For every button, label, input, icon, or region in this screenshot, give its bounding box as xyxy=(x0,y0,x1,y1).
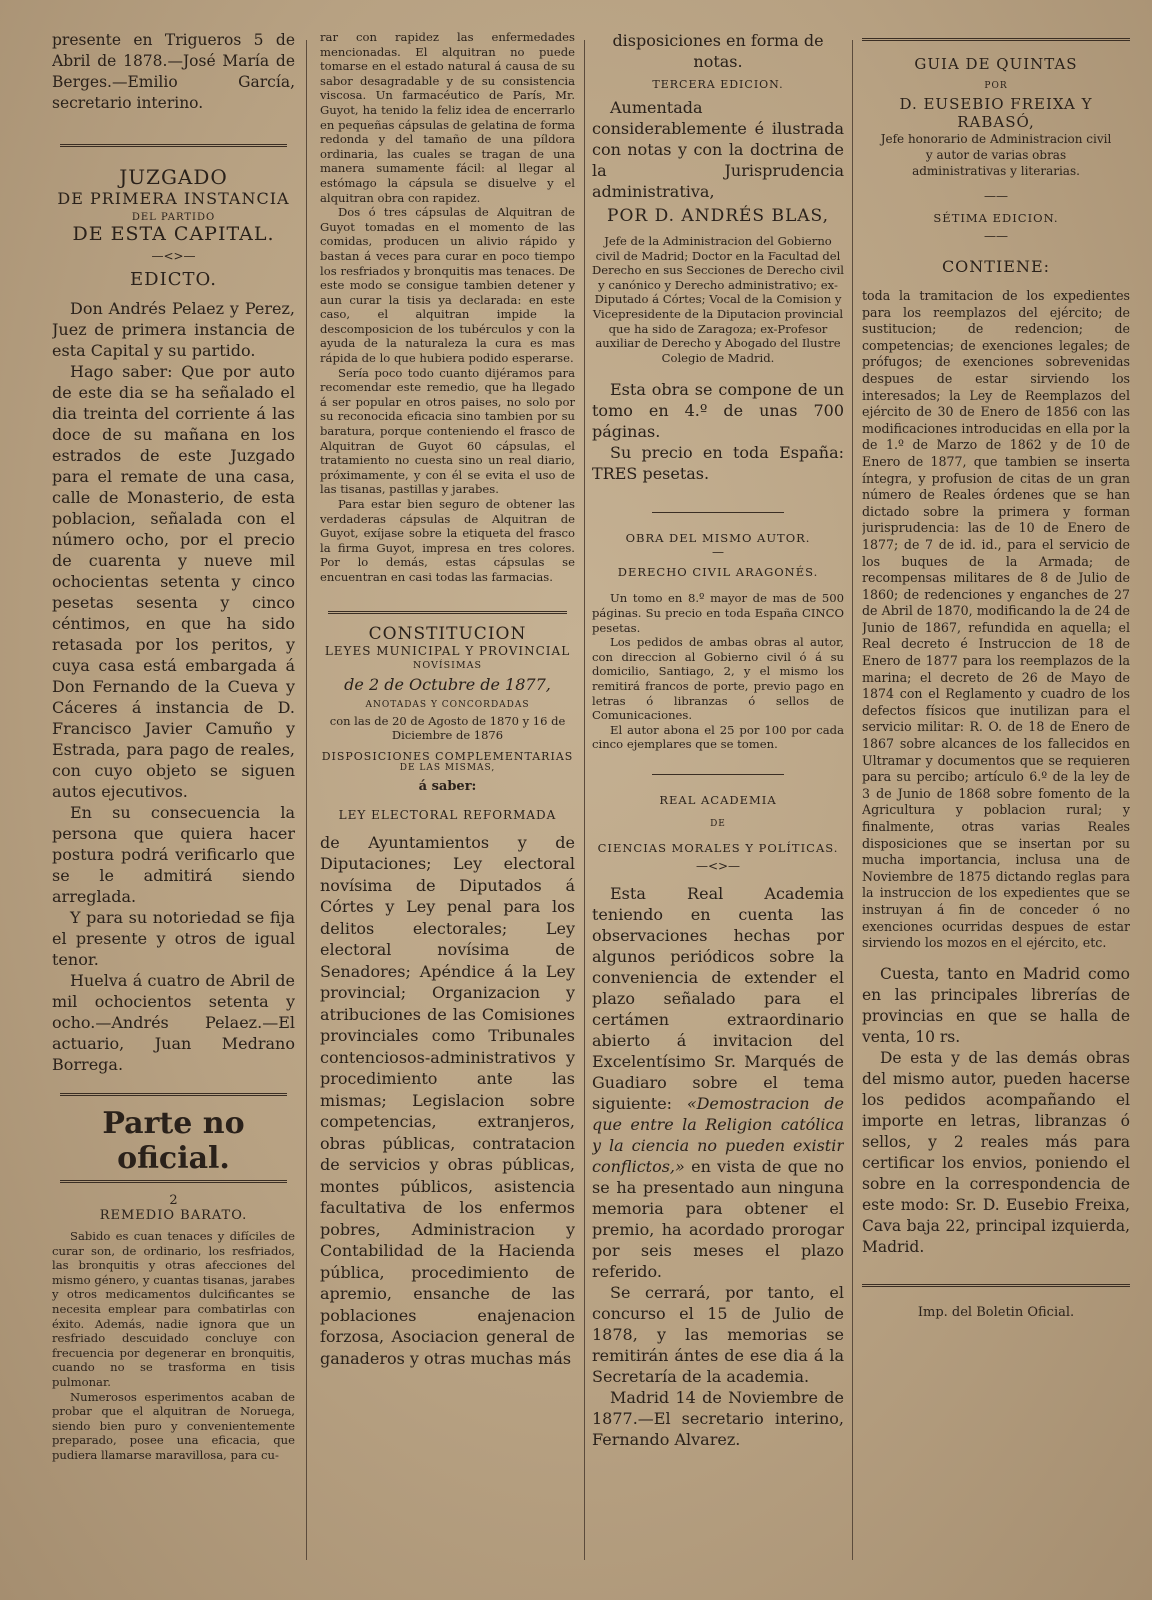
column-2 xyxy=(320,30,575,1580)
constitution-contents: de Ayuntamientos y de Diputaciones; Ley electoral novísima de Diputados á Córtes y Ley penal para los delitos electorales; Ley electoral novísima de Senadores; Apéndice á la Ley provincial; Organizacion y atribuciones de las Comisiones provinciales como Tribunales contenciosos-administrativos y procedimiento ante las mismas; Legislacion sobre competencias, extranjeros, obras públicas, contratacion de servicios y obras públicas, montes públicos, asistencia facultativa de los enfermos pobres, Administracion y Contabilidad de la Hacienda pública, procedimiento de apremio, ensanche de las poblaciones enajenacion forzosa, Asociacion general de ganaderos y otras muchas más xyxy=(320,832,575,1368)
remedy-continued: rar con rapidez las enfermedades mencionadas. El alquitran no puede tomarse en el estado natural á causa de su sabor desagradable y de su consistencia viscosa. Un farmacéutico de París, Mr. Guyot, ha tenido la feliz idea de encerrarlo en pequeñas cápsulas de gelatina de forma redonda y del tamaño de una píldora ordinaria, las cuales se tragan de una manera sumamente fácil: al llegar al estómago la cápsula se disuelve y el alquitran obra con rapidez. xyxy=(320,30,575,205)
court-capital: DE ESTA CAPITAL. xyxy=(72,223,275,245)
edict-judge: Don Andrés Pelaez y Perez, Juez de primera instancia de esta Capital y su partido. xyxy=(52,299,295,360)
column-3 xyxy=(592,30,844,1580)
section-divider xyxy=(328,611,567,614)
guide-contents: toda la tramitacion de los expedientes para los reemplazos del ejército; de sustitucion; de redencion; de competencias; de exenciones legales; de prófugos; de exenciones sobrevenidas despues de estar sirviendo los interesados; la Ley de Reemplazos del ejército de 30 de Enero de 1856 con las modificaciones introducidas en ella por la de 1.º de Marzo de 1862 y de 10 de Enero de 1877, que tambien se inserta íntegra, y profusion de citas de un gran número de Reales órdenes que se han dictado sobre la primera y forman jurisprudencia: las de 10 de Enero de 1877; de 7 de id. id., para el servicio de los buques de la Armada; de recompensas militares de 8 de Julio de 1860; de redenciones y enganches de 27 de Abril de 1870, modificando la de 24 de Junio de 1867, refundida en aquella; el Real decreto é Instruccion de 18 de Enero de 1877 para los reemplazos de la marina; el decreto de 26 de Mayo de 1874 con el Reglamento y cuadro de los defectos físicos que inutilizan para el servicio militar: R. O. de 18 de Enero de 1867 sobre alcances de los fallecidos en Ultramar y documentos que se requieren para su percibo; artículo 6.º de la ley de 3 de Junio de 1868 sobre fomento de la Agricultura y poblacion rural; y finalmente, otras varias Reales disposiciones que se insertan por su mucha importancia, inclusa una de Noviembre de 1875 dictando reglas para la instruccion de los expedientes que se instruyan á fin de conceder ó no exenciones ocurridas despues de estar sirviendo los mozos en el ejército, etc. xyxy=(862,288,1130,951)
academy-notice-text: Esta Real Academia teniendo en cuenta las observaciones hechas por algunos periódicos sobre la conveniencia de extender el plazo señalado para el certámen extraordinario abierto á invitacion del Excelentísimo Sr. Marqués de Guadiaro sobre el tema siguiente: xyxy=(592,883,844,1113)
aragon-civil-law-title: DERECHO CIVIL ARAGONÉS. xyxy=(617,565,819,580)
remedy-paragraph: Para estar bien seguro de obtener las verdaderas cápsulas de Alquitran de Guyot, exíjase sobre la etiqueta del frasco la firma Guyot, impresa en tres colores. Por lo demás, estas cápsulas se encuentran en casi todas las farmacias. xyxy=(320,497,575,584)
ornament-divider: —<>— xyxy=(695,858,741,873)
guide-title: GUIA DE QUINTAS xyxy=(914,55,1078,73)
court-subtitle: DE PRIMERA INSTANCIA xyxy=(57,189,290,208)
previous-notice-ending: presente en Trigueros 5 de Abril de 1878.—José María de Berges.—Emilio García, secretario interino. xyxy=(52,31,295,112)
constitution-ad xyxy=(320,624,575,1370)
guide-price: Cuesta, tanto en Madrid como en las principales librerías de provincias en que se halla de venta, 10 rs. xyxy=(862,964,1130,1046)
aragon-book-info: Un tomo en 8.º mayor de mas de 500 páginas. Su precio en toda España CINCO pesetas. xyxy=(592,591,844,635)
guide-edition: SÉTIMA EDICION. xyxy=(933,211,1059,225)
academy-notice xyxy=(592,883,844,1282)
column-rule xyxy=(584,40,585,1560)
parte-no-oficial-heading: Parte no oficial. xyxy=(102,1106,245,1176)
remedy-paragraph: Sería poco todo cuanto dijéramos para recomendar este remedio, que ha llegado á ser popular en otros paises, no solo por su reconocida eficacia sino tambien por su baratura, porque conteniendo el frasco de Alquitran de Guyot 60 cápsulas, el tratamiento no cuesta sino un real diario, próximamente, y con él se evita el uso de las tisanas, pastillas y jarabes. xyxy=(320,365,575,497)
dash-separator: —— xyxy=(984,229,1008,243)
electoral-law-heading: LEY ELECTORAL REFORMADA xyxy=(338,807,557,822)
column-rule xyxy=(852,40,853,1560)
remedy-paragraph: Sabido es cuan tenaces y difíciles de curar son, de ordinario, los resfriados, las bronquitis y otras afecciones del mismo género, y cuantas tisanas, jarabes y otros medicamentos dulcificantes se necesita emplear para combatirlas con éxito. Además, nadie ignora que un resfriado descuidado concluye con frecuencia por degenerar en bronquitis, cuando no se trasforma en tisis pulmonar. xyxy=(52,1229,295,1389)
court-district: DEL PARTIDO xyxy=(131,212,216,223)
guide-author-bio: Jefe honorario de Administracion civil y autor de varias obras administrativas y literarias. xyxy=(880,132,1112,178)
author-bio: Jefe de la Administracion del Gobierno civil de Madrid; Doctor en la Facultad del Derecho en sus Secciones de Derecho civil y canónico y Derecho administrativo; ex-Diputado á Córtes; Vocal de la Comision y Vicepresidente de la Diputacion provincial que ha sido de Zaragoza; ex-Profesor auxiliar de Derecho y Abogado del Ilustre Colegio de Madrid. xyxy=(592,234,844,365)
guide-contents-heading: CONTIENE: xyxy=(941,257,1051,276)
section-divider xyxy=(652,512,784,513)
article-number: 2 xyxy=(169,1193,178,1208)
book-size: Esta obra se compone de un tomo en 4.º de unas 700 páginas. xyxy=(592,380,844,442)
constitution-title: CONSTITUCION xyxy=(368,623,527,644)
dash-separator: — xyxy=(712,545,724,560)
remedy-paragraph: Numerosos esperimentos acaban de probar que el alquitran de Noruega, siendo bien puro y convenientemente preparado, posee una eficacia, que pudiera llamarse maravillosa, para cu- xyxy=(52,1389,295,1462)
notes-line: disposiciones en forma de notas. xyxy=(612,31,824,71)
court-title: JUZGADO xyxy=(119,165,228,189)
court-edict xyxy=(52,165,295,1075)
guide-author: D. EUSEBIO FREIXA Y RABASÓ, xyxy=(899,95,1093,131)
constitution-annotated: ANOTADAS Y CONCORDADAS xyxy=(365,699,530,710)
guide-orders: De esta y de las demás obras del mismo autor, pueden hacerse los pedidos acompañando el importe en letras, libranzas ó sellos, y 2 reales más para certificar los envios, poniendo el sobre en la correspondencia de este modo: Sr. D. Eusebio Freixa, Cava baja 22, principal izquierda, Madrid. xyxy=(862,1048,1130,1256)
edition-description: Aumentada considerablemente é ilustrada con notas y con la doctrina de la Jurisprudencia administrativa, xyxy=(592,98,844,201)
edict-body: Hago saber: Que por auto de este dia se ha señalado el dia treinta del corriente á las doce de su mañana en los estrados de este Juzgado para el remate de una casa, calle de Monasterio, de esta poblacion, señalada con el número ocho, por el precio de cuarenta y nueve mil ochocientas setenta y cinco pesetas sesenta y cinco céntimos, en que ha sido retasada por los peritos, y cuya casa está embargada á Don Fernando de la Cueva y Cáceres á instancia de D. Francisco Javier Camuño y Estrada, para pago de reales, con cuyo objeto se siguen autos ejecutivos. xyxy=(52,362,295,801)
guide-por: POR xyxy=(984,81,1008,91)
complementary-heading: DISPOSICIONES COMPLEMENTARIAS xyxy=(321,749,574,763)
ornament-divider: —<>— xyxy=(151,249,196,263)
a-saber: á saber: xyxy=(418,778,477,794)
section-divider xyxy=(862,38,1130,41)
section-divider xyxy=(652,774,784,775)
complementary-sub: DE LAS MISMAS, xyxy=(399,762,496,773)
book-price: Su precio en toda España: TRES pesetas. xyxy=(592,443,844,484)
constitution-concordance: con las de 20 de Agosto de 1870 y 16 de Diciembre de 1876 xyxy=(329,713,566,742)
academy-title: REAL ACADEMIA xyxy=(659,792,777,807)
discount-info: El autor abona el 25 por 100 por cada cinco ejemplares que se tomen. xyxy=(592,722,844,752)
edict-notice: Y para su notoriedad se fija el presente y otros de igual tenor. xyxy=(52,908,295,969)
other-work-heading: OBRA DEL MISMO AUTOR. xyxy=(625,531,811,546)
constitution-date: de 2 de Octubre de 1877, xyxy=(344,674,551,694)
remedy-title: REMEDIO BARATO. xyxy=(99,1208,248,1223)
academy-de: DE xyxy=(710,818,726,829)
column-rule xyxy=(306,40,307,1560)
column-4 xyxy=(862,30,1130,1580)
section-divider xyxy=(60,1093,287,1096)
printer-imprint: Imp. del Boletin Oficial. xyxy=(917,1304,1075,1320)
academy-deadline: Se cerrará, por tanto, el concurso el 15 de Julio de 1878, y las memorias se remitirán ántes de ese dia á la Secretaría de la academia. xyxy=(592,1282,844,1386)
book-author: POR D. ANDRÉS BLAS, xyxy=(607,206,829,226)
edict-consequence: En su consecuencia la persona que quiera hacer postura podrá verificarlo que se le admitirá siendo arreglada. xyxy=(52,803,295,906)
section-divider xyxy=(60,1180,287,1183)
section-divider xyxy=(862,1284,1130,1287)
orders-info: Los pedidos de ambas obras al autor, con direccion al Gobierno civil ó á su domicilio, Santiago, 2, y el mismo los remitirá francos de porte, previo pago en letras ó libranzas ó sellos de Comunicaciones. xyxy=(592,635,844,723)
academy-signature: Madrid 14 de Noviembre de 1877.—El secretario interino, Fernando Alvarez. xyxy=(592,1387,844,1449)
academy-subtitle: CIENCIAS MORALES Y POLÍTICAS. xyxy=(597,840,839,855)
academy-theme: «Demostracion de que entre la Religion católica y la ciencia no pueden existir conflictos,» xyxy=(592,1093,844,1176)
edict-heading: EDICTO. xyxy=(130,269,217,290)
edict-signature: Huelva á cuatro de Abril de mil ochocientos setenta y ocho.—Andrés Pelaez.—El actuario, Juan Medrano Borrega. xyxy=(52,971,295,1074)
edition-label: TERCERA EDICION. xyxy=(652,78,784,91)
section-divider xyxy=(60,144,287,147)
remedy-paragraph: Dos ó tres cápsulas de Alquitran de Guyot tomadas en el momento de las comidas, producen un alivio rápido y bastan á veces para curar en poco tiempo los resfriados y bronquitis mas tenaces. De este modo se consigue tambien detener y aun curar la tisis ya declarada: en este caso, el alquitran impide la descomposicion de los tubérculos y con la ayuda de la naturaleza la cura es mas rápida de lo que hubiera podido esperarse. xyxy=(320,205,575,366)
constitution-novisimas: NOVÍSIMAS xyxy=(413,659,482,671)
dash-separator: —— xyxy=(984,189,1008,203)
column-1 xyxy=(52,30,295,1580)
constitution-subtitle: LEYES MUNICIPAL Y PROVINCIAL xyxy=(324,643,571,658)
academy-notice-cont: en vista de que no se ha presentado aun ninguna memoria para obtener el premio, ha acordado prorogar por seis meses el plazo referido. xyxy=(592,1156,844,1281)
